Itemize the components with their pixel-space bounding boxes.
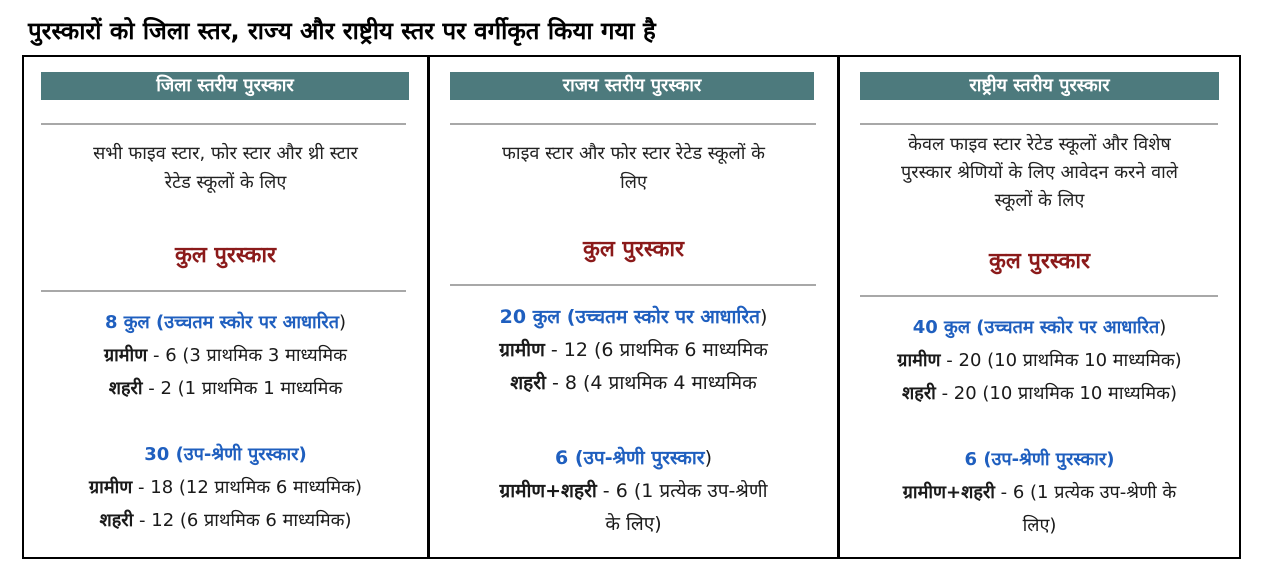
rural-label: ग्रामीण [89, 477, 133, 498]
main-awards-count: 20 कुल (उच्चतम स्कोर पर आधारित [499, 306, 760, 328]
national-subcategory-awards [840, 443, 1239, 542]
state-award-column [427, 57, 837, 557]
divider [450, 284, 816, 286]
divider [41, 290, 406, 292]
rural-breakdown: - 6 (3 प्राथमिक 3 माध्यमिक [147, 345, 347, 366]
district-award-column [24, 57, 427, 557]
rural-label: ग्रामीण [103, 345, 148, 366]
paren: ) [339, 312, 347, 333]
rural-urban-breakdown: - 6 (1 प्रत्येक उप-श्रेणी के [994, 482, 1177, 503]
district-award-description [34, 139, 417, 197]
description-line: फाइव स्टार और फोर स्टार रेटेड स्कूलों के [502, 143, 765, 164]
divider [41, 123, 406, 125]
rural-breakdown: - 20 (10 प्राथमिक 10 माध्यमिक) [940, 350, 1182, 371]
state-total-awards-label: कुल पुरस्कार [582, 237, 685, 262]
divider [860, 295, 1218, 297]
district-total-awards-label: कुल पुरस्कार [174, 243, 277, 268]
urban-breakdown: - 20 (10 प्राथमिक 10 माध्यमिक) [935, 383, 1177, 404]
divider [450, 123, 816, 125]
rural-urban-breakdown-continued: लिए) [1022, 515, 1057, 536]
national-award-column [837, 57, 1239, 557]
rural-breakdown: - 18 (12 प्राथमिक 6 माध्यमिक) [132, 477, 362, 498]
state-award-description [436, 139, 831, 197]
rural-urban-breakdown: - 6 (1 प्रत्येक उप-श्रेणी [596, 480, 768, 502]
description-line: सभी फाइव स्टार, फोर स्टार और थ्री स्टार [93, 143, 358, 164]
rural-label: ग्रामीण [499, 339, 545, 361]
national-award-description [846, 131, 1233, 215]
urban-label: शहरी [108, 378, 143, 399]
urban-label: शहरी [902, 383, 936, 404]
urban-label: शहरी [510, 372, 546, 394]
description-line: केवल फाइव स्टार रेटेड स्कूलों और विशेष [908, 134, 1171, 155]
main-awards-count: 40 कुल (उच्चतम स्कोर पर आधारित [912, 317, 1160, 338]
divider [860, 123, 1218, 125]
description-line: स्कूलों के लिए [994, 190, 1085, 211]
description-line: रेटेड स्कूलों के लिए [164, 172, 287, 193]
urban-breakdown: - 12 (6 प्राथमिक 6 माध्यमिक) [133, 510, 352, 531]
page-title: पुरस्कारों को जिला स्तर, राज्य और राष्ट्रीय स्तर पर वर्गीकृत किया गया है [28, 17, 656, 45]
rural-urban-label: ग्रामीण+शहरी [499, 480, 597, 502]
rural-label: ग्रामीण [897, 350, 941, 371]
subcategory-awards-count: 6 (उप-श्रेणी पुरस्कार [555, 447, 705, 469]
paren: ) [759, 306, 768, 328]
national-main-awards [840, 311, 1239, 410]
rural-urban-breakdown-continued: के लिए) [605, 513, 662, 535]
state-subcategory-awards [430, 442, 837, 541]
subcategory-awards-count: 6 (उप-श्रेणी पुरस्कार) [964, 449, 1115, 470]
urban-breakdown: - 8 (4 प्राथमिक 4 माध्यमिक [545, 372, 757, 394]
paren: ) [704, 447, 712, 469]
rural-breakdown: - 12 (6 प्राथमिक 6 माध्यमिक [544, 339, 768, 361]
national-award-header: राष्ट्रीय स्तरीय पुरस्कार [860, 72, 1219, 100]
district-main-awards [24, 306, 427, 405]
description-line: लिए [620, 172, 647, 193]
main-awards-count: 8 कुल (उच्चतम स्कोर पर आधारित [104, 312, 340, 333]
rural-urban-label: ग्रामीण+शहरी [902, 482, 995, 503]
state-main-awards [430, 301, 837, 400]
state-award-header: राजय स्तरीय पुरस्कार [450, 72, 814, 100]
awards-table [22, 55, 1241, 559]
national-total-awards-label: कुल पुरस्कार [988, 249, 1091, 274]
paren: ) [1159, 317, 1167, 338]
district-subcategory-awards [24, 438, 427, 537]
district-award-header: जिला स्तरीय पुरस्कार [41, 72, 409, 100]
description-line: पुरस्कार श्रेणियों के लिए आवेदन करने वाले [901, 162, 1178, 183]
urban-breakdown: - 2 (1 प्राथमिक 1 माध्यमिक [142, 378, 343, 399]
subcategory-awards-count: 30 (उप-श्रेणी पुरस्कार) [144, 444, 307, 465]
urban-label: शहरी [99, 510, 134, 531]
